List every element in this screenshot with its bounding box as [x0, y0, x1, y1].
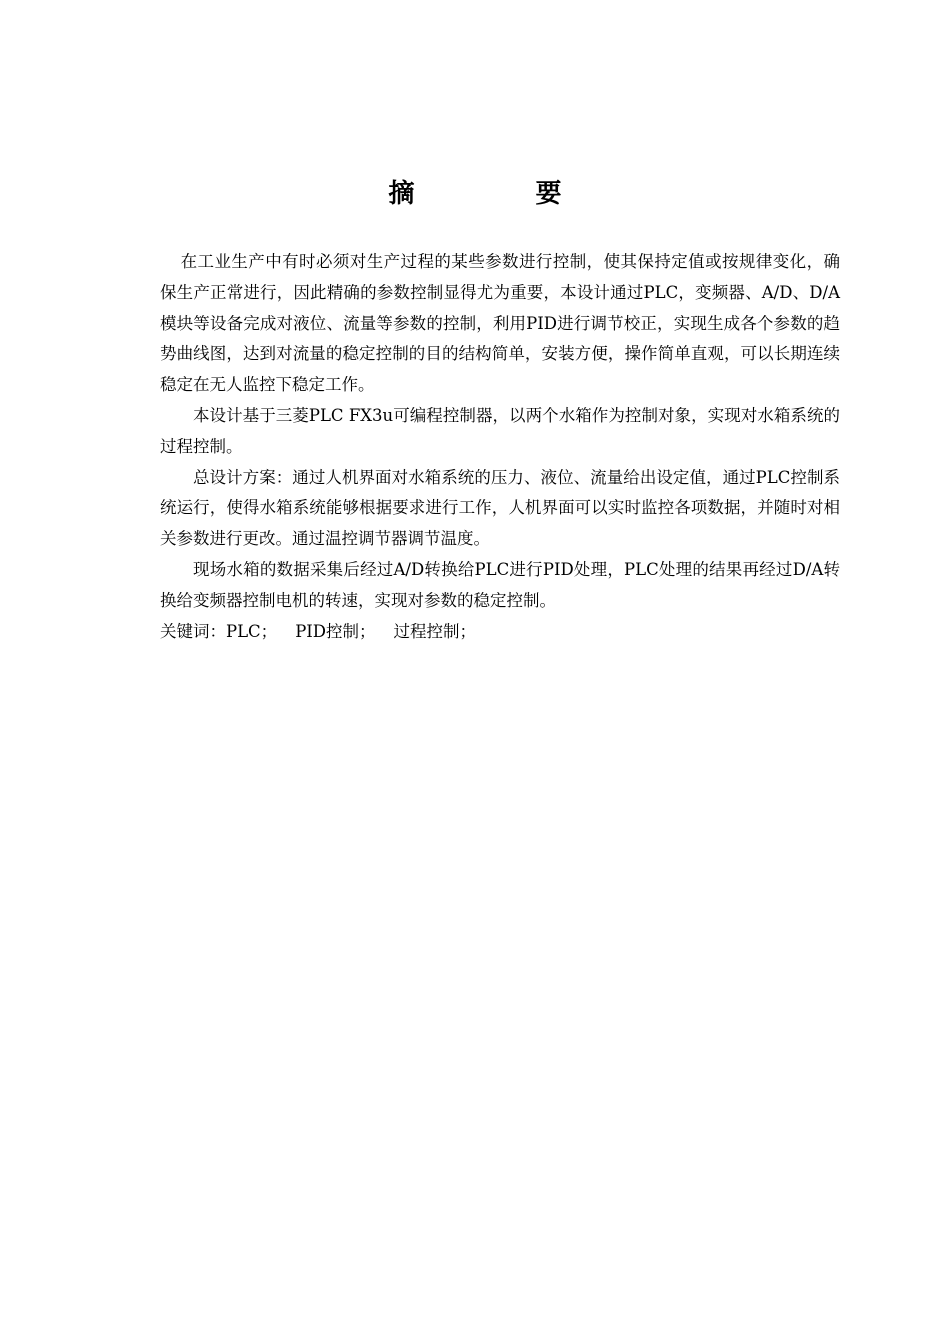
keyword-item: PLC； — [226, 621, 278, 641]
abstract-paragraph-2: 本设计基于三菱PLC FX3u可编程控制器，以两个水箱作为控制对象，实现对水箱系统的过程控制。 — [160, 405, 840, 456]
keyword-item: PID控制； — [295, 621, 376, 641]
keywords-label: 关键词： — [160, 621, 226, 641]
keywords-line — [160, 617, 840, 648]
abstract-paragraph-1: 在工业生产中有时必须对生产过程的某些参数进行控制，使其保持定值或按规律变化，确保生产正常进行，因此精确的参数控制显得尤为重要，本设计通过PLC，变频器、A/D、D/A模块等设备完成对液位、流量等参数的控制，利用PID进行调节校正，实现生成各个参数的趋势曲线图，达到对流量的稳定控制的目的结构简单，安装方便，操作简单直观，可以长期连续稳定在无人监控下稳定工作。 — [160, 252, 840, 395]
keyword-item: 过程控制； — [393, 621, 477, 641]
abstract-paragraph-3: 总设计方案：通过人机界面对水箱系统的压力、液位、流量给出设定值，通过PLC控制系统运行，使得水箱系统能够根据要求进行工作，人机界面可以实时监控各项数据，并随时对相关参数进行更改。通过温控调节器调节温度。 — [160, 467, 840, 549]
abstract-paragraph-4: 现场水箱的数据采集后经过A/D转换给PLC进行PID处理，PLC处理的结果再经过D/A转换给变频器控制电机的转速，实现对参数的稳定控制。 — [160, 559, 840, 610]
abstract-title: 摘 要 — [388, 179, 618, 209]
abstract-body — [160, 247, 840, 647]
